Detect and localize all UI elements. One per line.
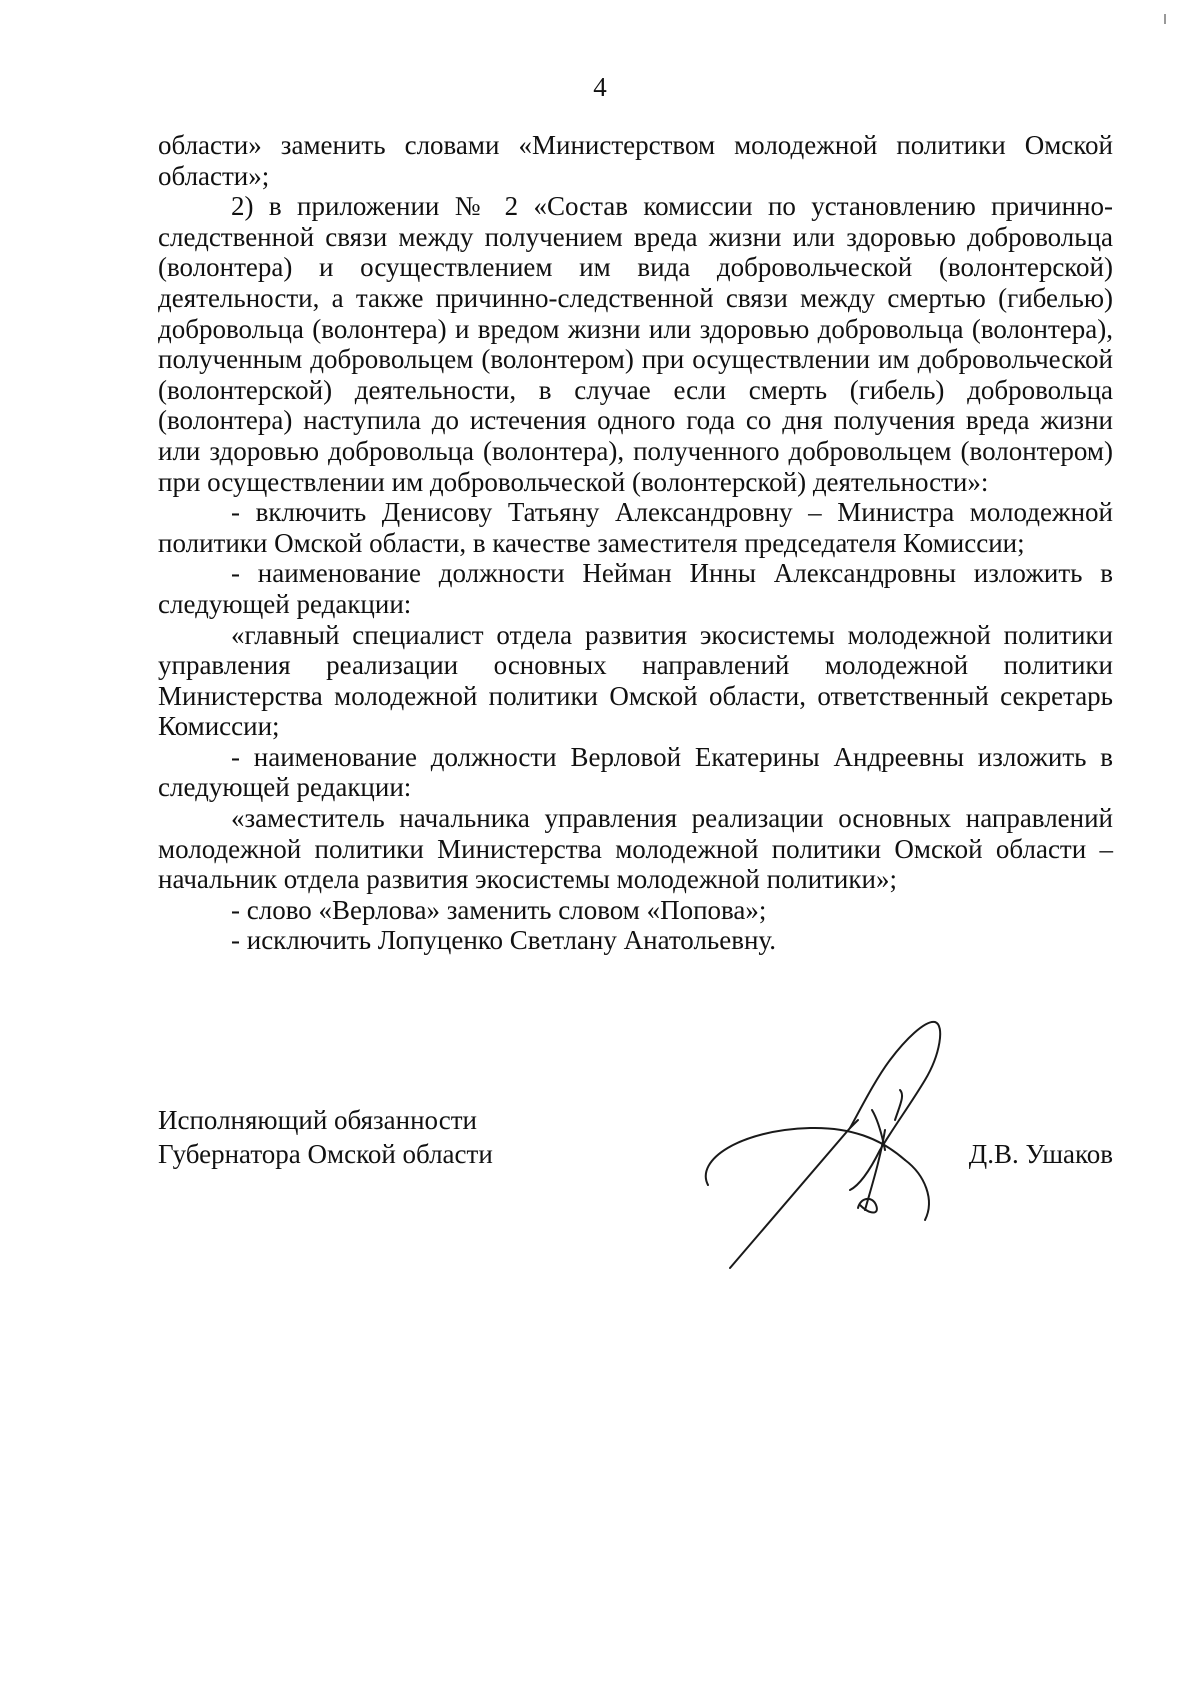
signer-title: [158, 1103, 493, 1171]
scan-artifact-mark: [1164, 14, 1166, 24]
paragraph-item-2: 2) в приложении № 2 «Состав комиссии по установлению причинно-следственной связи между получением вреда жизни или здоровью добровольца (волонтера) и осуществлением им вида добровольческой (волонтерской) деятельности, а также причинно-следственной связи между смертью (гибелью) добровольца (волонтера) и вредом жизни или здоровью добровольца (волонтера), полученным добровольцем (волонтером) при осуществлении им добровольческой (волонтерской) деятельности, в случае если смерть (гибель) добровольца (волонтера) наступила до истечения одного года со дня получения вреда жизни или здоровью добровольца (волонтера), полученного добровольцем (волонтером) при осуществлении им добровольческой (волонтерской) деятельности»:: [158, 191, 1113, 497]
signer-title-line-2: Губернатора Омской области: [158, 1139, 493, 1169]
paragraph-exclude-lopucenko: - исключить Лопуценко Светлану Анатольевну.: [231, 925, 776, 956]
paragraph-neiman-new-title: «главный специалист отдела развития экосистемы молодежной политики управления реализации основных направлений молодежной политики Министерства молодежной политики Омской области, ответственный секретарь Комиссии;: [158, 619, 1113, 742]
paragraph-verlova-position: - наименование должности Верловой Екатерины Андреевны изложить в следующей редакции:: [158, 741, 1113, 803]
paragraph-include-denisova: - включить Денисову Татьяну Александровну – Министра молодежной политики Омской области, в качестве заместителя председателя Комиссии;: [158, 497, 1113, 558]
paragraph-replace-word: - слово «Верлова» заменить словом «Попова»;: [231, 894, 767, 925]
page-number: 4: [593, 72, 607, 102]
paragraph-continuation: области» заменить словами «Министерством молодежной политики Омской области»;: [158, 130, 1113, 191]
document-body: [158, 130, 1113, 956]
paragraph-verlova-new-title: «заместитель начальника управления реализации основных направлений молодежной политики Министерства молодежной политики Омской области – начальник отдела развития экосистемы молодежной политики»;: [158, 803, 1113, 895]
handwritten-signature-icon: [700, 1010, 1010, 1280]
paragraph-neiman-position: - наименование должности Нейман Инны Александровны изложить в следующей редакции:: [158, 558, 1113, 619]
signer-title-line-1: Исполняющий обязанности: [158, 1105, 477, 1135]
signer-name: Д.В. Ушаков: [968, 1139, 1113, 1169]
